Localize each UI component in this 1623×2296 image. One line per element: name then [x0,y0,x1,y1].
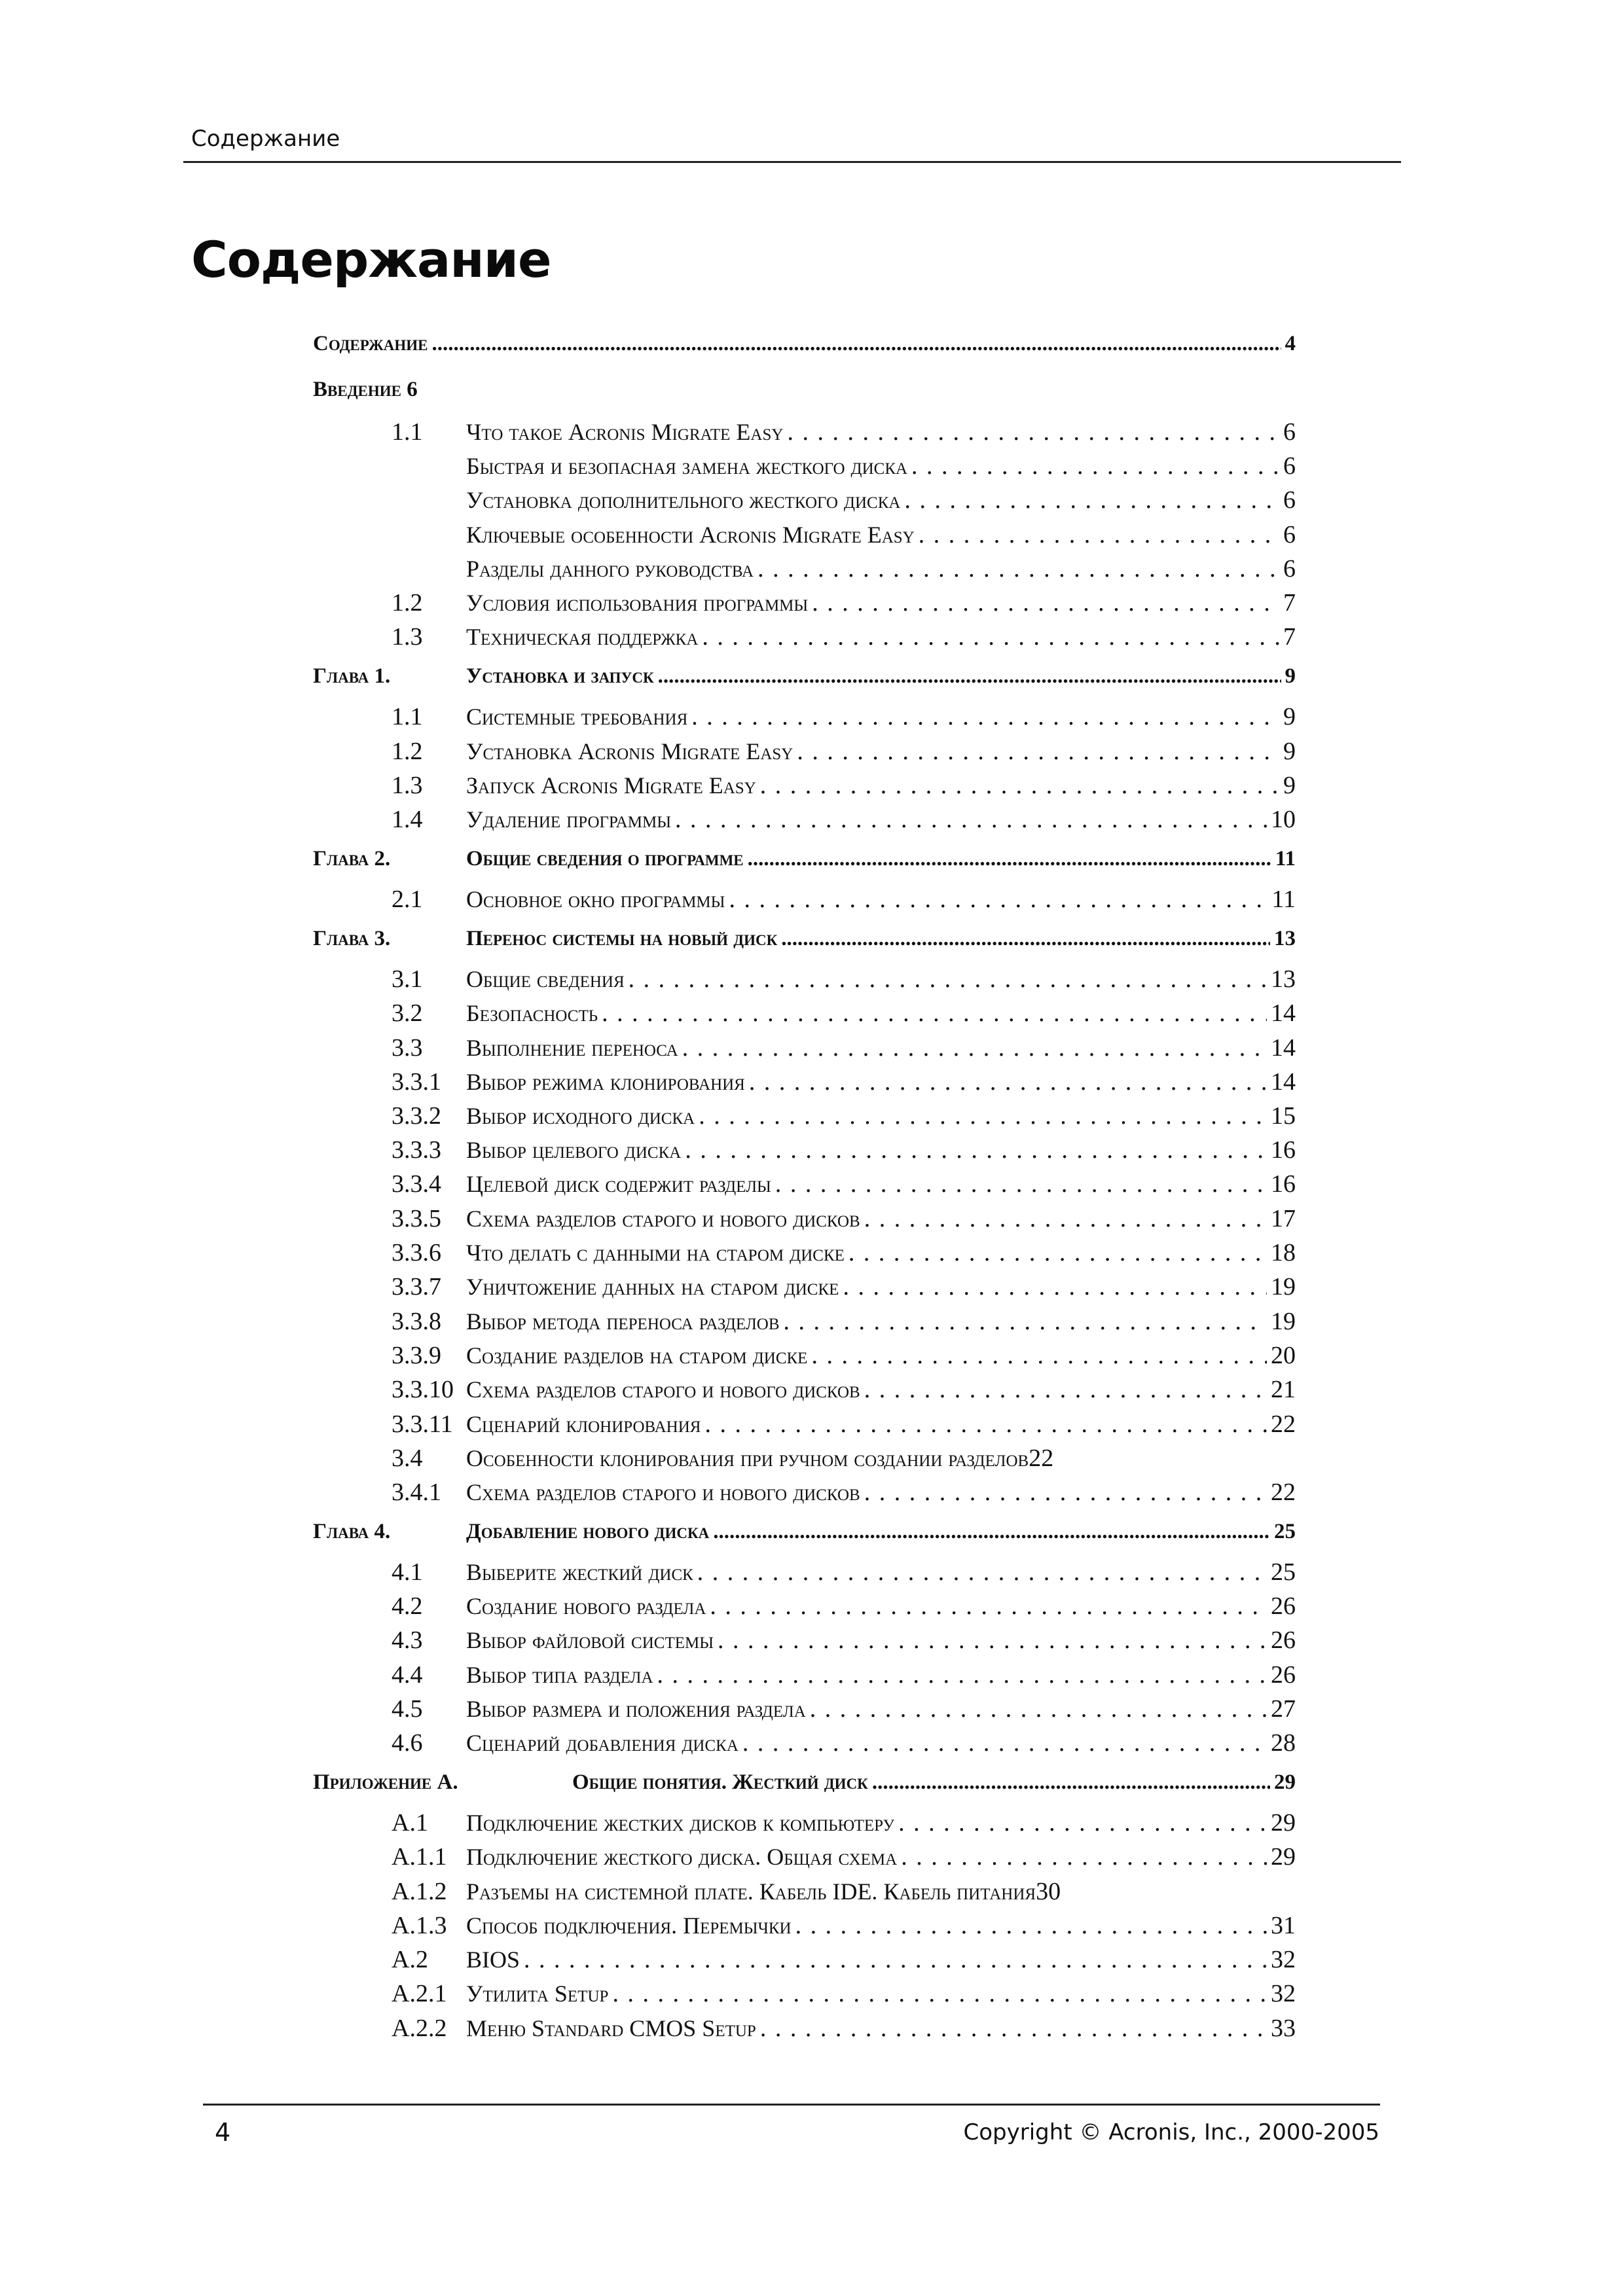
toc-section-row[interactable] [0,1166,1623,1202]
toc-entry-page: 29 [1274,1770,1296,1794]
toc-section-row[interactable] [0,1804,1623,1841]
toc-section-row[interactable] [0,1839,1623,1875]
footer-rule [203,2104,1380,2106]
toc-entry-title: Выбор типа раздела [466,1662,653,1688]
toc-entry-title: Быстрая и безопасная замена жесткого диска [466,453,908,479]
toc-entry-title: Общие сведения о программе [466,847,744,870]
toc-section-row[interactable] [0,1657,1623,1693]
toc-section-row[interactable] [0,1064,1623,1100]
toc-entry-title: Сценарий добавления диска [466,1730,739,1756]
toc-entry-title: Условия использования программы [466,590,809,616]
toc-section-row[interactable] [0,1098,1623,1134]
toc-entry-title: Выбор режима клонирования [466,1069,745,1095]
toc-entry-line [466,2010,1296,2047]
toc-leader-dots [810,1691,1267,1727]
toc-section-row[interactable] [0,414,1623,450]
toc-entry-title: Введение 6 [313,378,418,401]
toc-chapter-row[interactable] [0,1764,1623,1801]
toc-leader-dots [612,1975,1267,2012]
toc-entry-number: A.1.3 [392,1912,447,1939]
toc-section-row[interactable] [0,1337,1623,1374]
toc-leader-dots [657,1657,1267,1693]
toc-entry-number: Глава 1. [313,664,391,688]
toc-entry-title: Создание нового раздела [466,1593,706,1619]
toc-entry-title: Схема разделов старого и нового дисков [466,1376,860,1403]
page-title: Содержание [191,230,551,289]
toc-entry-line [466,801,1296,838]
toc-entry-line [466,1474,1296,1511]
toc-entry-number: 1.3 [392,772,423,799]
toc-entry-title: Ключевые особенности Acronis Migrate Easy [466,522,915,548]
toc-entry-title: Выбор файловой системы [466,1627,714,1653]
toc-chapter-row[interactable] [0,325,1623,362]
toc-leader-dots [901,1839,1267,1875]
toc-entry-page: 32 [1271,1980,1296,2007]
toc-entry-number: A.2.2 [392,2015,447,2042]
toc-leader-dots [685,1132,1267,1168]
toc-entry-page: 11 [1275,847,1296,870]
toc-entry-page: 6 [1283,486,1296,514]
toc-section-row[interactable] [0,516,1623,553]
toc-section-row[interactable] [0,733,1623,770]
toc-section-row[interactable] [0,1622,1623,1659]
toc-entry-title: Удаление программы [466,806,671,833]
toc-entry-line [466,1234,1296,1271]
toc-entry-page: 29 [1271,1809,1296,1837]
toc-chapter-row[interactable] [0,371,1623,408]
toc-entry-page: 6 [1283,452,1296,480]
toc-entry-page: 14 [1271,1068,1296,1096]
toc-entry-page: 11 [1271,886,1296,913]
toc-entry-page: 14 [1271,999,1296,1027]
toc-chapter-row[interactable] [0,658,1623,694]
toc-entry-line [466,482,1296,518]
toc-entry-number: 3.3.2 [392,1102,441,1130]
toc-section-row[interactable] [0,1725,1623,1761]
toc-leader-dots [729,881,1267,918]
toc-section-row[interactable] [0,1268,1623,1305]
toc-entry-line [466,1406,1296,1443]
toc-entry-number: 1.4 [392,806,423,833]
toc-entry-title: Выполнение переноса [466,1035,678,1061]
toc-section-row[interactable] [0,1474,1623,1511]
toc-leader-dots [749,1064,1267,1100]
footer-page-number: 4 [215,2118,231,2147]
toc-leader-dots [710,1588,1267,1624]
toc-entry-line [466,1440,1296,1477]
toc-entry-line [466,1941,1296,1978]
toc-entry-title: Перенос системы на новый диск [466,927,778,950]
toc-entry-page: 26 [1271,1592,1296,1620]
toc-leader-dots [682,1030,1267,1066]
toc-entry-title: Установка дополнительного жесткого диска [466,487,901,513]
toc-entry-number: 4.4 [392,1661,423,1689]
toc-section-row[interactable] [0,1371,1623,1408]
toc-entry-line [466,619,1296,655]
toc-entry-title: Выбор исходного диска [466,1103,695,1129]
toc-leader-dots [760,2010,1267,2047]
toc-entry-number: 4.3 [392,1626,423,1654]
toc-entry-line [466,1200,1296,1237]
toc-entry-page: 29 [1271,1843,1296,1871]
toc-entry-number: 3.3.5 [392,1205,441,1232]
toc-entry-title: Утилита Setup [466,1981,609,2007]
toc-entry-number: 1.1 [392,418,423,446]
toc-section-row[interactable] [0,1440,1623,1477]
toc-entry-title: Схема разделов старого и нового дисков [466,1206,860,1232]
toc-leader-dots [784,1303,1267,1340]
toc-entry-title: Выбор метода переноса разделов [466,1308,780,1335]
toc-leader-dots [812,584,1279,621]
toc-entry-line [466,698,1296,735]
toc-entry-page: 13 [1271,965,1296,993]
toc-entry-title: Безопасность [466,1000,598,1026]
toc-entry-page: 6 [1283,418,1296,446]
toc-entry-page: 16 [1271,1136,1296,1164]
toc-entry-number: 3.2 [392,999,423,1027]
toc-section-row[interactable] [0,2010,1623,2047]
toc-section-row[interactable] [0,1132,1623,1168]
toc-entry-number: 4.5 [392,1695,423,1723]
toc-entry-number: 3.3.9 [392,1342,441,1369]
toc-section-row[interactable] [0,1691,1623,1727]
toc-entry-title: Выберите жесткий диск [466,1559,693,1585]
toc-entry-page: 28 [1271,1729,1296,1757]
toc-entry-line [466,658,1296,694]
toc-entry-title: Целевой диск содержит разделы [466,1171,771,1197]
toc-entry-line [466,1725,1296,1761]
toc-entry-page: 22 [1271,1479,1296,1506]
toc-entry-line [466,1691,1296,1727]
toc-entry-line [466,1622,1296,1659]
toc-entry-line [313,325,1296,362]
toc-entry-line [466,1268,1296,1305]
toc-entry-page: 33 [1271,2015,1296,2042]
toc-entry-title: Что такое Acronis Migrate Easy [466,419,784,445]
toc-entry-page: 9 [1283,772,1296,799]
toc-section-row[interactable] [0,767,1623,804]
toc-leader-dots [658,658,1281,694]
toc-entry-number: Приложение A. [313,1770,458,1794]
toc-entry-page: 18 [1271,1239,1296,1266]
toc-entry-line [466,1513,1296,1550]
toc-entry-number: 1.1 [392,703,423,730]
toc-leader-dots [629,961,1267,997]
toc-section-row[interactable] [0,1873,1623,1910]
toc-entry-page: 26 [1271,1626,1296,1654]
toc-entry-line [466,1975,1296,2012]
toc-entry-title: Содержание [313,332,428,355]
toc-entry-number: 3.3.4 [392,1170,441,1198]
toc-entry-line [466,1804,1296,1841]
toc-entry-page: 13 [1274,927,1296,950]
toc-entry-title: Схема разделов старого и нового дисков [466,1479,860,1505]
toc-entry-line [466,1064,1296,1100]
toc-entry-line [466,881,1296,918]
toc-section-row[interactable] [0,619,1623,655]
footer-copyright: Copyright © Acronis, Inc., 2000-2005 [963,2119,1379,2145]
toc-entry-number: Глава 2. [313,847,391,870]
toc-entry-page: 26 [1271,1661,1296,1689]
toc-section-row[interactable] [0,881,1623,918]
toc-leader-dots [781,920,1270,957]
toc-section-row[interactable] [0,1030,1623,1066]
toc-entry-line [466,995,1296,1031]
toc-entry-title: Что делать с данными на старом диске [466,1240,845,1266]
toc-entry-page: 27 [1271,1695,1296,1723]
toc-entry-number: 1.2 [392,738,423,765]
toc-section-row[interactable] [0,961,1623,997]
toc-entry-title: Установка и запуск [466,664,654,688]
toc-entry-page: 14 [1271,1034,1296,1062]
toc-entry-line [466,961,1296,997]
toc-entry-number: Глава 4. [313,1520,391,1543]
toc-entry-line [466,1166,1296,1202]
toc-section-row[interactable] [0,550,1623,587]
toc-entry-page: 17 [1271,1205,1296,1232]
toc-leader-dots [697,1554,1267,1590]
toc-entry-line [572,1764,1296,1801]
toc-entry-number: A.1.2 [392,1878,447,1905]
toc-entry-title: Создание разделов на старом диске [466,1342,808,1369]
toc-entry-line [466,550,1296,587]
toc-entry-line [466,584,1296,621]
toc-entry-page: 31 [1271,1912,1296,1939]
toc-entry-page: 7 [1283,623,1296,651]
toc-entry-page: 19 [1271,1308,1296,1335]
toc-section-row[interactable] [0,1234,1623,1271]
toc-entry-line [466,1873,1296,1910]
toc-leader-dots [757,550,1279,587]
toc-entry-number: A.2 [392,1946,428,1973]
toc-entry-line [466,1907,1296,1944]
toc-entry-number: A.1.1 [392,1843,447,1871]
toc-entry-number: 3.3.1 [392,1068,441,1096]
toc-chapter-row[interactable] [0,920,1623,957]
toc-entry-page: 21 [1271,1376,1296,1403]
toc-chapter-row[interactable] [0,1513,1623,1550]
running-header: Содержание [191,126,340,152]
toc-entry-line [466,1839,1296,1875]
toc-entry-page: 19 [1271,1273,1296,1300]
toc-leader-dots [848,1234,1267,1271]
toc-entry-title: Общие сведения [466,966,625,992]
toc-entry-line [466,1303,1296,1340]
toc-section-row[interactable] [0,584,1623,621]
toc-entry-line [466,1554,1296,1590]
toc-leader-dots [872,1764,1270,1801]
toc-entry-page: 20 [1271,1342,1296,1369]
toc-entry-line [466,1371,1296,1408]
toc-leader-dots [748,840,1271,877]
toc-leader-dots [713,1513,1270,1550]
toc-entry-page: 32 [1271,1946,1296,1973]
toc-section-row[interactable] [0,1406,1623,1443]
toc-entry-number: 4.2 [392,1592,423,1620]
toc-section-row[interactable] [0,1303,1623,1340]
toc-section-row[interactable] [0,482,1623,518]
toc-section-row[interactable] [0,1588,1623,1624]
toc-leader-dots [699,1098,1267,1134]
toc-entry-title: Меню Standard CMOS Setup [466,2015,756,2041]
toc-entry-title: Подключение жесткого диска. Общая схема [466,1844,898,1870]
toc-chapter-row[interactable] [0,840,1623,877]
toc-entry-title: Подключение жестких дисков к компьютеру [466,1810,895,1836]
toc-entry-title: Способ подключения. Перемычки [466,1912,792,1939]
toc-leader-dots [431,325,1281,362]
toc-section-row[interactable] [0,1907,1623,1944]
toc-entry-number: 3.3.8 [392,1308,441,1335]
toc-entry-line [466,1030,1296,1066]
toc-leader-dots [811,1337,1267,1374]
toc-leader-dots [797,733,1279,770]
toc-entry-page: 6 [1283,555,1296,583]
toc-entry-page: 6 [1283,521,1296,548]
toc-leader-dots [702,619,1279,655]
toc-entry-page: 7 [1283,589,1296,617]
toc-entry-line [466,448,1296,484]
toc-leader-dots [691,698,1279,735]
toc-leader-dots [864,1200,1267,1237]
toc-entry-number: Глава 3. [313,927,391,950]
toc-entry-page: 30 [1036,1878,1061,1905]
toc-section-row[interactable] [0,1200,1623,1237]
toc-section-row[interactable] [0,448,1623,484]
toc-entry-page: 22 [1271,1410,1296,1438]
toc-entry-page: 16 [1271,1170,1296,1198]
toc-leader-dots [675,801,1267,838]
toc-entry-number: 3.3.6 [392,1239,441,1266]
toc-entry-line [466,840,1296,877]
toc-entry-title: BIOS [466,1946,520,1973]
toc-entry-line [466,1098,1296,1134]
toc-entry-line [466,1132,1296,1168]
toc-entry-number: 3.4.1 [392,1479,441,1506]
toc-entry-line [466,767,1296,804]
toc-entry-title: Разделы данного руководства [466,556,754,582]
toc-entry-title: Основное окно программы [466,886,725,912]
toc-leader-dots [760,767,1279,804]
toc-entry-number: A.2.1 [392,1980,447,2007]
toc-section-row[interactable] [0,1941,1623,1978]
toc-entry-number: A.1 [392,1809,428,1837]
toc-leader-dots [742,1725,1267,1761]
toc-entry-title: Уничтожение данных на старом диске [466,1274,839,1300]
toc-entry-number: 3.3.7 [392,1273,441,1300]
toc-leader-dots [911,448,1279,484]
toc-section-row[interactable] [0,1975,1623,2012]
toc-entry-number: 2.1 [392,886,423,913]
toc-entry-number: 3.4 [392,1444,423,1472]
toc-entry-title: Разъемы на системной плате. Кабель IDE. Кабель питания [466,1878,1036,1905]
toc-entry-title: Добавление нового диска [466,1520,710,1543]
toc-leader-dots [843,1268,1267,1305]
toc-leader-dots [898,1804,1267,1841]
toc-entry-title: Сценарий клонирования [466,1411,701,1437]
toc-entry-number: 3.3.11 [392,1410,453,1438]
toc-entry-number: 3.3 [392,1034,423,1062]
toc-entry-number: 3.3.10 [392,1376,454,1403]
toc-entry-line [466,1588,1296,1624]
toc-entry-page: 9 [1283,738,1296,765]
toc-leader-dots [602,995,1267,1031]
toc-leader-dots [864,1371,1267,1408]
toc-leader-dots [524,1941,1267,1978]
toc-entry-page: 4 [1285,332,1296,355]
toc-entry-title: Выбор целевого диска [466,1137,682,1163]
toc-entry-title: Выбор размера и положения раздела [466,1696,806,1722]
toc-entry-number: 4.6 [392,1729,423,1757]
toc-section-row[interactable] [0,995,1623,1031]
toc-entry-title: Особенности клонирования при ручном создании разделов [466,1445,1029,1471]
toc-entry-page: 25 [1271,1558,1296,1586]
toc-leader-dots [704,1406,1267,1443]
toc-entry-number: 1.3 [392,623,423,651]
toc-leader-dots [787,414,1279,450]
toc-leader-dots [795,1907,1267,1944]
toc-section-row[interactable] [0,801,1623,838]
toc-entry-page: 25 [1274,1520,1296,1543]
toc-entry-line [466,920,1296,957]
toc-entry-title: Техническая поддержка [466,624,699,650]
toc-entry-line [466,516,1296,553]
toc-leader-dots [904,482,1279,518]
toc-entry-page: 15 [1271,1102,1296,1130]
toc-entry-page: 22 [1029,1444,1054,1472]
toc-entry-title: Запуск Acronis Migrate Easy [466,772,756,798]
toc-entry-line [466,1657,1296,1693]
toc-leader-dots [775,1166,1267,1202]
toc-entry-page: 10 [1271,806,1296,833]
toc-entry-title: Общие понятия. Жесткий диск [572,1770,868,1794]
toc-entry-line [313,371,1296,408]
toc-entry-line [466,1337,1296,1374]
toc-entry-line [466,414,1296,450]
toc-entry-number: 3.1 [392,965,423,993]
toc-leader-dots [718,1622,1267,1659]
toc-entry-page: 9 [1283,703,1296,730]
toc-section-row[interactable] [0,1554,1623,1590]
toc-entry-page: 9 [1285,664,1296,688]
toc-entry-title: Установка Acronis Migrate Easy [466,738,793,764]
toc-entry-line [466,733,1296,770]
toc-section-row[interactable] [0,698,1623,735]
toc-entry-number: 3.3.3 [392,1136,441,1164]
toc-entry-number: 1.2 [392,589,423,617]
toc-entry-title: Системные требования [466,704,688,730]
toc-entry-number: 4.1 [392,1558,423,1586]
toc-leader-dots [864,1474,1267,1511]
toc-leader-dots [919,516,1279,553]
